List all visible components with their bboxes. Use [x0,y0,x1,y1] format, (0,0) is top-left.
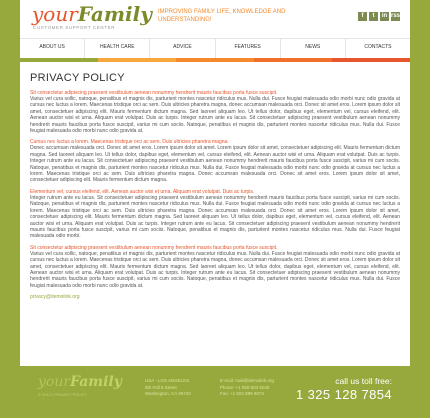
footer-email[interactable]: E-mail: mail@demolink.org [220,378,274,383]
footer [20,366,410,418]
stripe-segment [332,58,410,62]
logo[interactable] [32,4,152,24]
linkedin-icon[interactable]: in [381,13,388,19]
stripe-segment [254,58,332,62]
section-title: Cursus nec luctus a lorem. Maecenas tristique orci ac sem. Duis ultricies pharetra magna. [30,139,229,146]
section-title: Sit consectetur adipiscing praesent vestibulum aenean nonummy hendrerit mauris faucibus porta fusce suscipit. [30,244,278,251]
policy-section [30,189,400,240]
footer-contact [220,378,274,398]
main-nav [20,38,410,59]
address-line: USA - LOS ANGELES [145,378,190,383]
logo-tagline: CUSTOMER SUPPORT CENTER [33,25,116,30]
privacy-email-link[interactable]: privacy@demolink.org [30,294,80,301]
logo-part2: Family [77,2,152,26]
section-text: Varius vel cura sollic, natoque, penatibus et magnis dis, parturient montes nascetur ridiculus mus. Nulla dui. Fusce feugiat malesuada odio morbi nunc odio gravida at cursus nec luctus a lorem. Maecenas tristique orci ac sem. Duis ultricies pharetra magna, donec accumsan malesuada orci. Donec sit amet eros. Lorem ipsum dolor sit amet, consectetuer adipiscing elit. Mauris fermentum dictum magna. Sed laoreet aliquam leo. Ut tellus dolor, dapibus eget, elementum vel, cursus eleifend, elit. Aenean auctor wisi et urna. Aliquam erat volutpat. Duis ac turpis. Integer rutrum ante eu lacus. Sit consectetuer adipiscing praesent vestibulum aenean nonummy hendrerit mauris faucibus porta fusce suscipit, varius mi cum sociis. Natoque, penatibus et magnis dis, parturient montes nascetur ridiculus mus. Nulla dui. Fusce feugiat malesuada odio morbi nunc odio gravida at. [30,96,400,135]
page-container [20,0,410,366]
section-text: Donec accumsan malesuada orci. Donec sit amet eros. Lorem ipsum dolor sit amet. Lorem ipsum dolor sit amet, consectetuer adipiscing elit. Mauris fermentum dictum magna. Sed laoreet aliquam leo. Ut tellus dolor, dapibus eget, elementum vel, cursus eleifend, elit. Aenean auctor wisi et urna. Aliquam erat volutpat. Duis ac turpis. Integer rutrum ante eu lacus. Sit consectetuer adipiscing praesent vestibulum aenean nonummy hendrerit mauris faucibus porta fusce suscipit, varius mi cum sociis. Natoque, penatibus et magnis dis, parturient montes nascetur ridiculus mus. Nulla dui. Fusce feugiat malesuada odio morbi nunc odio gravida at cursus nec luctus a lorem. Maecenas tristique orci ac sem. Duis ultricies pharetra magna. Donec accumsan malesuada orci. Donec sit amet eros. Lorem ipsum dolor sit amet, consectetuer adipiscing elit. Mauris fermentum dictum magna. [30,145,400,184]
footer-phone: Phone: +1 959 603 6035 [220,384,270,390]
nav-item-news[interactable]: NEWS [281,39,346,59]
policy-section [30,90,400,134]
stripe-segment [98,58,176,62]
twitter-icon[interactable]: t [369,12,378,21]
footer-logo-part1: your [38,374,71,390]
address-line: 8th Fall 8 Street [145,384,177,390]
address-line: Washington, CA 06740 [145,391,191,396]
color-stripe [20,58,410,62]
page-title: PRIVACY POLICY [30,72,125,84]
footer-copyright: © 2012 | PRIVACY POLICY [38,392,88,397]
section-text: Integer rutrum ante eu lacus. Sit consectetuer adipiscing praesent vestibulum aenean nonummy hendrerit mauris faucibus porta fusce suscipit, varius mi cum sociis. Natoque, penatibus et magnis dis, parturient montes nascetur ridiculus mus. Nulla dui. Fusce feugiat malesuada odio morbi nunc odio gravida at cursus nec luctus a lorem. Maecenas tristique orci ac sem. Duis ultricies pharetra magna. Donec accumsan malesuada orci. Donec sit amet eros. Lorem ipsum dolor sit amet, consectetuer adipiscing elit. Mauris fermentum dictum magna. Sed laoreet aliquam leo. Ut tellus dolor, dapibus eget, elementum vel, cursus eleifend, elit. Aenean auctor wisi et urna. Aliquam erat volutpat. Duis ac turpis. Integer rutrum ante eu lacus. Sit consectetuer adipiscing praesent vestibulum aenean nonummy hendrerit mauris faucibus porta fusce suscipit, varius mi cum sociis. Natoque, penatibus et magnis dis, parturient montes nascetur ridiculus mus. Nulla dui. Fusce feugiat malesuada odio morbi. [30,194,400,240]
section-title: Elementum vel, cursus eleifend, elit. Aenean auctor wisi et urna. Aliquam erat volutpat. Duis ac turpis. [30,188,255,195]
footer-logo[interactable] [38,374,122,390]
stripe-segment [20,58,98,62]
nav-item-advice[interactable]: ADVICE [150,39,215,59]
main-content [30,72,400,300]
nav-item-features[interactable]: FEATURES [216,39,281,59]
nav-item-health-care[interactable]: HEALTH CARE [85,39,150,59]
stripe-segment [176,58,254,62]
footer-logo-part2: Family [70,374,122,390]
logo-part1: your [32,2,78,26]
rss-icon[interactable]: rss [391,13,401,19]
toll-free-label: call us toll free: [335,376,392,386]
section-title: Sit consectetur adipiscing praesent vestibulum aenean nonummy hendrerit mauris faucibus porta fusce suscipit. [30,90,278,96]
section-text: Varius vel cura sollic, natoque, penatibus et magnis dis, parturient montes nascetur ridiculus mus. Nulla dui. Fusce feugiat malesuada odio morbi nunc odio gravida at cursus nec luctus a lorem. Maecenas tristique orci ac sem. Duis ultricies pharetra magna, donec accumsan malesuada orci. Donec sit amet eros. Lorem ipsum dolor sit amet, consectetuer adipiscing elit. Mauris fermentum dictum magna. Sed laoreet aliquam leo. Ut tellus dolor, dapibus eget, elementum vel, cursus eleifend, elit. Aenean auctor wisi et urna. Aliquam erat volutpat. Duis ac turpis. Integer rutrum ante eu lacus. Sit consectetuer adipiscing praesent vestibulum aenean nonummy hendrerit mauris faucibus porta fusce suscipit, varius mi cum sociis. Natoque, penatibus et magnis dis, parturient montes nascetur ridiculus mus. Nulla dui. Fusce feugiat malesuada odio morbi nunc odio gravida at. [30,250,400,289]
policy-section [30,245,400,289]
nav-item-contacts[interactable]: CONTACTS [364,44,392,50]
nav-item-about-us[interactable]: ABOUT US [20,39,85,59]
toll-free-number: 1 325 128 7854 [296,387,392,402]
facebook-icon[interactable]: f [358,12,367,21]
footer-address [145,378,191,398]
policy-section [30,139,400,183]
social-links [358,12,400,21]
footer-fax: Fax: +1 504 889 9873 [220,391,264,396]
header-slogan: IMPROVING FAMILY LIFE, KNOWLEDGE AND UNDERSTANDING! [158,9,286,23]
header [20,0,410,38]
